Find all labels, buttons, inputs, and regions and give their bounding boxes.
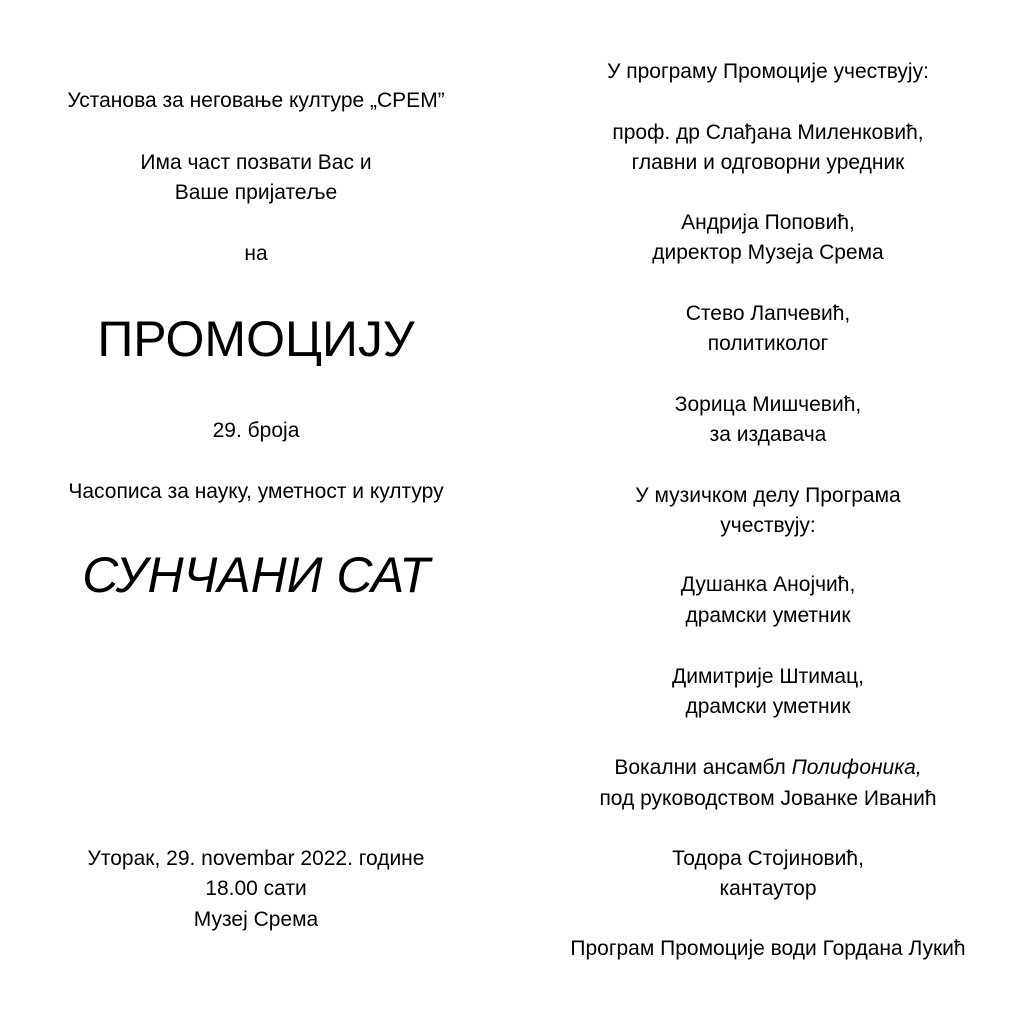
- participant-name: Зорица Мишчевић,: [674, 393, 862, 416]
- ensemble-line: [512, 753, 1024, 783]
- musician-role: драмски уметник: [685, 695, 851, 718]
- participant-role: за издавача: [709, 423, 827, 446]
- invite-line-1: Има част позвати Вас и: [140, 151, 372, 174]
- institution-name: Установа за неговање културе „СРЕМ”: [67, 89, 445, 112]
- musician-role: кантаутор: [719, 877, 817, 900]
- event-date: Уторак, 29. novembar 2022. године: [87, 847, 425, 870]
- music-heading-line-1: У музичком делу Програма: [635, 484, 901, 507]
- music-heading-line-2: учествују:: [720, 514, 816, 537]
- ensemble-name: Полифоника,: [791, 756, 922, 779]
- musician-name: Душанка Анојчић,: [680, 573, 856, 596]
- musician-role: драмски уметник: [685, 604, 851, 627]
- musician-name: Тодора Стојиновић,: [672, 847, 864, 870]
- promotion-title: ПРОМОЦИЈУ: [97, 311, 415, 367]
- participant-name: Андрија Поповић,: [681, 211, 855, 234]
- participant-name: проф. др Слађана Миленковић,: [612, 121, 924, 144]
- ensemble-leader: под руководством Јованке Иванић: [599, 787, 937, 810]
- participant-role: политиколог: [707, 332, 829, 355]
- program-host: Програм Промоције води Гордана Лукић: [570, 937, 966, 960]
- na-text: на: [244, 242, 268, 265]
- event-time: 18.00 сати: [205, 877, 307, 900]
- participant-name: Стево Лапчевић,: [685, 302, 851, 325]
- participant-role: главни и одговорни уредник: [631, 151, 905, 174]
- invite-line-2: Ваше пријатеље: [174, 181, 338, 204]
- journal-title: СУНЧАНИ САТ: [82, 547, 430, 603]
- ensemble-prefix: Вокални ансамбл: [614, 756, 792, 779]
- participant-role: директор Музеја Срема: [652, 241, 884, 264]
- participants-heading: У програму Промоције учествују:: [607, 60, 929, 83]
- event-venue: Музеј Срема: [193, 908, 319, 931]
- musician-name: Димитрије Штимац,: [672, 665, 864, 688]
- journal-description: Часописа за науку, уметност и културу: [68, 480, 444, 503]
- issue-number: 29. броја: [212, 419, 300, 442]
